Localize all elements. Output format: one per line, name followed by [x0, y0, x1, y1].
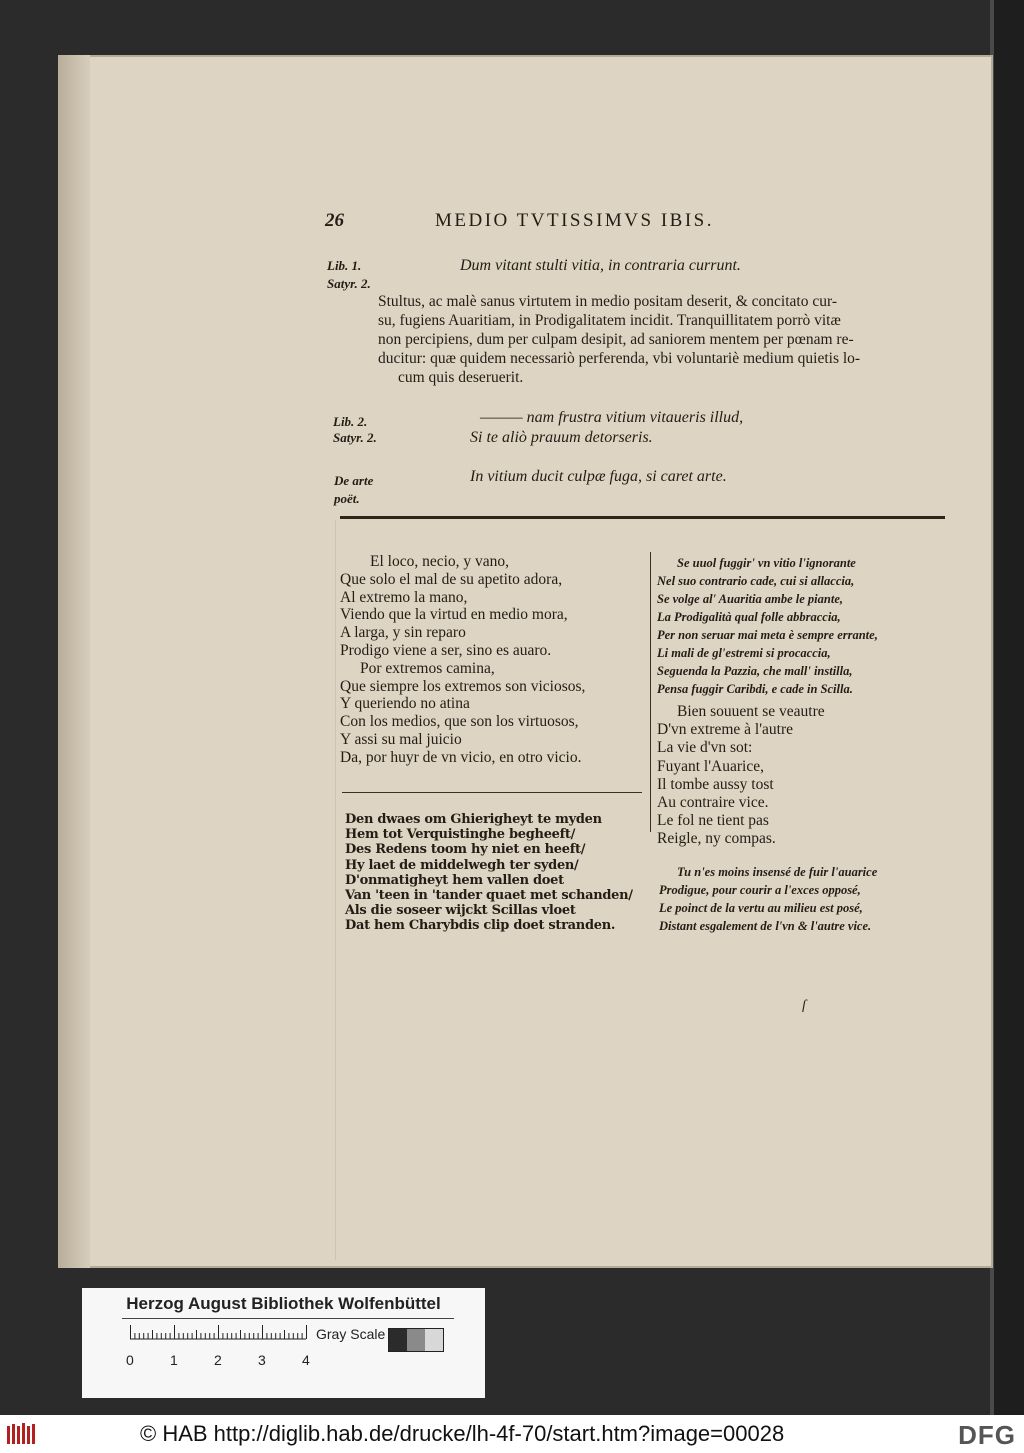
section-divider: [340, 516, 945, 519]
stray-mark: ſ: [802, 998, 806, 1013]
ruler-number: 0: [126, 1352, 134, 1368]
quote-line: ——— nam frustra vitium vitaueris illud,: [480, 409, 744, 426]
gray-swatch-light: [425, 1329, 443, 1351]
verse-line: Tu n'es moins insensé de fuir l'auarice: [677, 865, 878, 879]
french-verse: [657, 703, 825, 849]
verse-line: La Prodigalità qual folle abbraccia,: [657, 610, 841, 624]
page-number: 26: [325, 210, 344, 231]
paragraph-line: non percipiens, dum per culpam desipit, ad saniorem mentem per pœnam re-: [378, 331, 854, 348]
ruler-number: 4: [302, 1352, 310, 1368]
margin-note: De arte: [334, 473, 374, 488]
verse-line: Viendo que la virtud en medio mora,: [340, 606, 568, 624]
verse-line: Que siempre los extremos son viciosos,: [340, 677, 586, 695]
dfg-logo: DFG: [958, 1420, 1016, 1450]
gray-swatch-mid: [407, 1329, 425, 1351]
ruler-numbers: [126, 1352, 346, 1368]
scan-color-label: [82, 1288, 485, 1398]
verse-line: Por extremos camina,: [360, 659, 495, 677]
verse-line: Au contraire vice.: [657, 794, 769, 812]
paragraph-line: Stultus, ac malè sanus virtutem in medio positam deserit, & concitato cur-: [378, 293, 837, 310]
verse-line: Le fol ne tient pas: [657, 812, 769, 830]
verse-line: D'vn extreme à l'autre: [657, 721, 793, 739]
verse-line: Con los medios, que son los virtuosos,: [340, 713, 579, 731]
running-header: [325, 210, 714, 232]
running-title: MEDIO TVTISSIMVS IBIS.: [435, 210, 714, 231]
quote-line: Dum vitant stulti vitia, in contraria currunt.: [460, 257, 741, 274]
verse-line: Se uuol fuggir' vn vitio l'ignorante: [677, 556, 856, 570]
verse-line: Bien souuent se veautre: [677, 703, 825, 720]
verse-line: Da, por huyr de vn vicio, en otro vicio.: [340, 748, 582, 766]
verse-line: Y queriendo no atina: [340, 695, 470, 713]
paragraph-line: ducitur: quæ quidem necessariò perferenda, vbi voluntariè medium quietis lo-: [378, 350, 861, 367]
verse-line: El loco, necio, y vano,: [370, 553, 510, 570]
verse-line: Hy laet de middelwegh ter syden/: [345, 857, 579, 873]
margin-note: Satyr. 2.: [327, 276, 371, 291]
verse-line: Prodigue, pour courir a l'exces opposé,: [659, 883, 861, 897]
quote-line: Si te aliò prauum detorseris.: [470, 429, 653, 446]
margin-note: Lib. 2.: [333, 414, 368, 429]
footer-bar: [0, 1415, 1024, 1453]
verse-line: Al extremo la mano,: [340, 588, 468, 606]
margin-note: poët.: [334, 491, 360, 506]
verse-line: Pensa fuggir Caribdi, e cade in Scilla.: [657, 682, 853, 696]
italian-verse: [657, 554, 878, 698]
verse-line: Li mali de gl'estremi si procaccia,: [657, 646, 831, 660]
spanish-verse: [340, 553, 585, 767]
verse-line: La vie d'vn sot:: [657, 739, 753, 757]
gray-scale-label: Gray Scale: [316, 1326, 386, 1342]
margin-note: Lib. 1.: [327, 258, 362, 273]
ruler-number: 1: [170, 1352, 178, 1368]
verse-line: Il tombe aussy tost: [657, 775, 774, 793]
book-edge: [990, 0, 1024, 1415]
commentary-paragraph: [378, 292, 960, 387]
ruler-number: 2: [214, 1352, 222, 1368]
verse-line: Dat hem Charybdis clip doet stranden.: [345, 918, 616, 934]
verse-line: Den dwaes om Ghierigheyt te myden: [345, 812, 602, 827]
dutch-verse: [345, 812, 633, 934]
verse-line: Le poinct de la vertu au milieu est posé,: [659, 901, 863, 915]
column-divider: [650, 552, 651, 832]
label-rule: [122, 1318, 454, 1319]
quote-line: In vitium ducit culpæ fuga, si caret arte.: [470, 468, 727, 485]
verse-line: Fuyant l'Auarice,: [657, 757, 764, 775]
paragraph-line: cum quis deseruerit.: [398, 369, 524, 386]
measurement-ruler: [130, 1324, 307, 1340]
column-guide-line: [335, 520, 336, 1260]
library-name: Herzog August Bibliothek Wolfenbüttel: [126, 1294, 441, 1313]
verse-line: Des Redens toom hy niet en heeft/: [345, 842, 586, 858]
verse-line: D'onmatigheyt hem vallen doet: [345, 872, 564, 888]
hab-logo-icon: [6, 1422, 40, 1446]
copyright-link[interactable]: © HAB http://diglib.hab.de/drucke/lh-4f-70/start.htm?image=00028: [140, 1421, 785, 1446]
verse-line: Nel suo contrario cade, cui si allaccia,: [657, 574, 855, 588]
paragraph-line: su, fugiens Auaritiam, in Prodigalitatem incidit. Tranquillitatem porrò vitæ: [378, 312, 841, 329]
verse-line: Se volge al' Auaritia ambe le piante,: [657, 592, 843, 606]
verse-line: Reigle, ny compas.: [657, 830, 776, 848]
verse-line: Y assi su mal juicio: [340, 730, 462, 748]
verse-line: Distant esgalement de l'vn & l'autre vice.: [659, 919, 872, 933]
gray-swatch-dark: [389, 1329, 407, 1351]
verse-line: Hem tot Verquistinghe begheeft/: [345, 827, 576, 843]
verse-line: Als die soseer wijckt Scillas vloet: [345, 903, 576, 919]
verse-line: Prodigo viene a ser, sino es auaro.: [340, 641, 552, 659]
french-epigram: [659, 863, 877, 935]
ruler-number: 3: [258, 1352, 266, 1368]
margin-note: Satyr. 2.: [333, 430, 377, 445]
verse-line: Seguenda la Pazzia, che mall' instilla,: [657, 664, 853, 678]
verse-line: Per non seruar mai meta è sempre errante,: [657, 628, 878, 642]
verse-line: A larga, y sin reparo: [340, 624, 466, 642]
column-divider-horizontal: [342, 792, 642, 793]
verse-line: Van 'teen in 'tander quaet met schanden/: [345, 888, 633, 904]
gray-scale-swatch: [388, 1328, 444, 1352]
verse-line: Que solo el mal de su apetito adora,: [340, 570, 563, 588]
